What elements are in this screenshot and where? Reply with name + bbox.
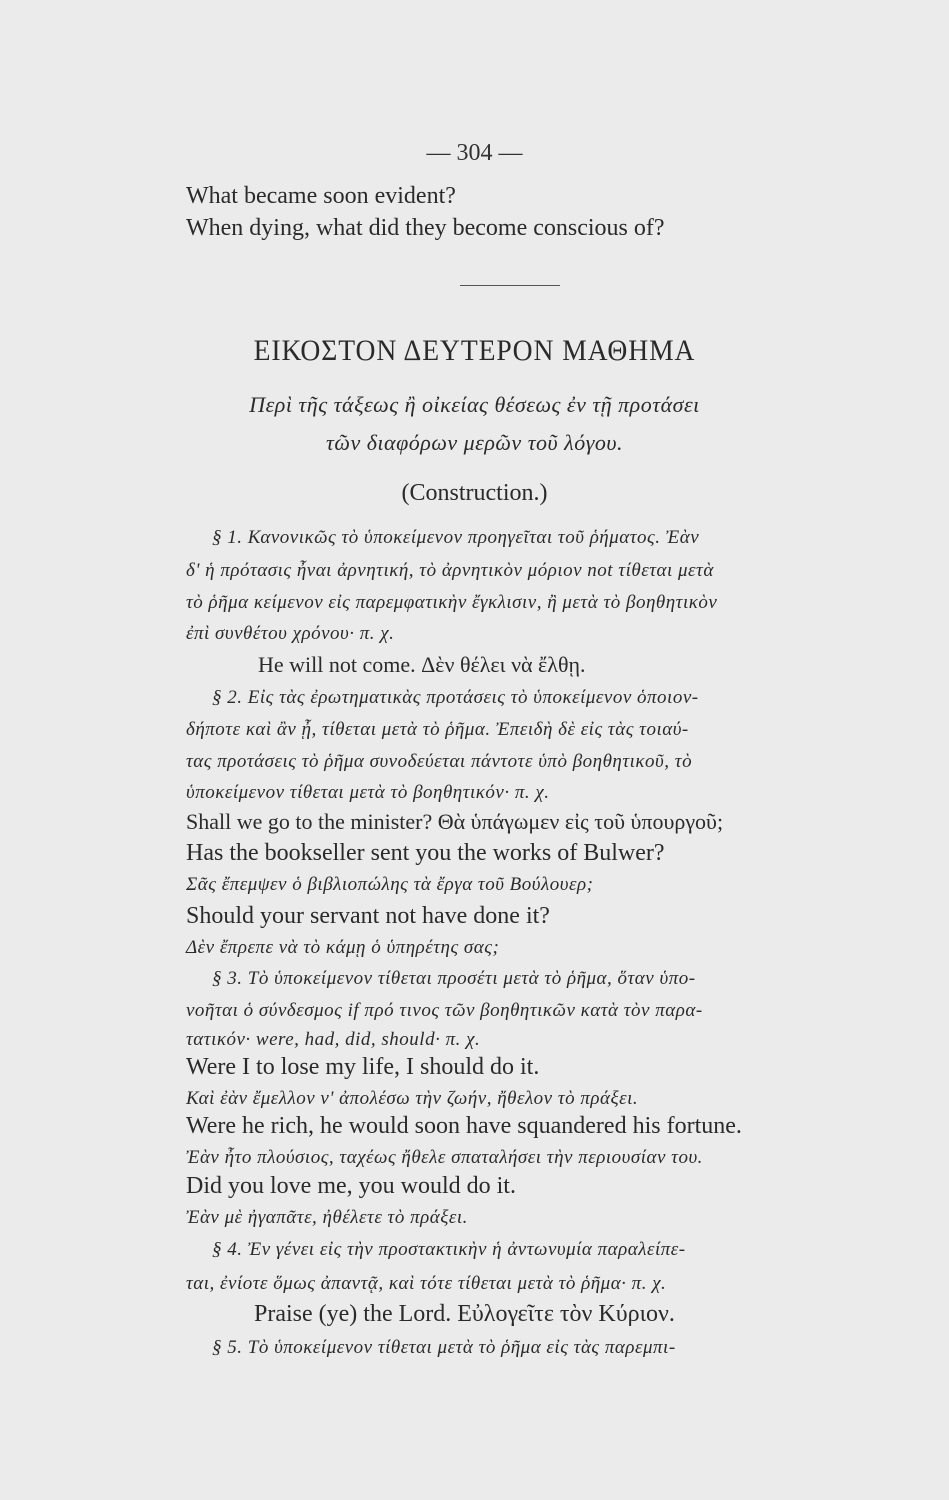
text-line: Were I to lose my life, I should do it. bbox=[186, 1054, 540, 1080]
text-line: Shall we go to the minister? Θὰ ὑπάγωμεν εἰς τοῦ ὑπουργοῦ; bbox=[186, 809, 724, 834]
text-line: Praise (ye) the Lord. Εὐλογεῖτε τὸν Κύριον. bbox=[254, 1301, 675, 1327]
text-line: δήποτε καὶ ἂν ᾖ, τίθεται μετὰ τὸ ῥῆμα. Ἐπειδὴ δὲ εἰς τὰς τοιαύ- bbox=[186, 719, 689, 740]
text-line: § 3. Τὸ ὑποκείμενον τίθεται προσέτι μετὰ τὸ ῥῆμα, ὅταν ὑπο- bbox=[212, 968, 696, 989]
section-divider bbox=[460, 285, 560, 286]
text-line: τὸ ῥῆμα κείμενον εἰς παρεμφατικὴν ἔγκλισιν, ἢ μετὰ τὸ βοηθητικὸν bbox=[186, 592, 718, 613]
text-line: τατικόν· were, had, did, should· π. χ. bbox=[186, 1029, 481, 1050]
text-line: Σᾶς ἔπεμψεν ὁ βιβλιοπώλης τὰ ἔργα τοῦ Βούλουερ; bbox=[186, 874, 594, 895]
text-line: He will not come. Δὲν θέλει νὰ ἔλθῃ. bbox=[258, 652, 586, 677]
text-line: ται, ἐνίοτε ὅμως ἀπαντᾷ, καὶ τότε τίθεται μετὰ τὸ ῥῆμα· π. χ. bbox=[186, 1273, 667, 1294]
text-line: § 5. Τὸ ὑποκείμενον τίθεται μετὰ τὸ ῥῆμα εἰς τὰς παρεμπι- bbox=[212, 1337, 676, 1358]
text-line: Δὲν ἔπρεπε νὰ τὸ κάμῃ ὁ ὑπηρέτης σας; bbox=[186, 937, 500, 958]
text-line: Did you love me, you would do it. bbox=[186, 1173, 516, 1199]
lesson-title: ΕΙΚΟΣΤΟΝ ΔΕΥΤΕΡΟΝ ΜΑΘΗΜΑ bbox=[253, 334, 696, 367]
page-number: — 304 — bbox=[426, 140, 523, 166]
lesson-subtitle: Περὶ τῆς τάξεως ἢ οἰκείας θέσεως ἐν τῇ προτάσει bbox=[249, 392, 700, 417]
text-line: ἐπὶ συνθέτου χρόνου· π. χ. bbox=[186, 623, 395, 644]
lesson-subtitle-construction: (Construction.) bbox=[401, 480, 548, 506]
text-line: ὑποκείμενον τίθεται μετὰ τὸ βοηθητικόν· π. χ. bbox=[186, 782, 550, 803]
text-line: Should your servant not have done it? bbox=[186, 903, 550, 929]
text-line: Has the bookseller sent you the works of Bulwer? bbox=[186, 840, 665, 866]
text-line: § 1. Κανονικῶς τὸ ὑποκείμενον προηγεῖται τοῦ ῥήματος. Ἐὰν bbox=[212, 527, 700, 548]
text-line: Ἐὰν ἦτο πλούσιος, ταχέως ἤθελε σπαταλήσει τὴν περιουσίαν του. bbox=[186, 1147, 703, 1168]
text-line: § 4. Ἐν γένει εἰς τὴν προστακτικὴν ἡ ἀντωνυμία παραλείπε- bbox=[212, 1239, 686, 1260]
text-line: τας προτάσεις τὸ ῥῆμα συνοδεύεται πάντοτε ὑπὸ βοηθητικοῦ, τὸ bbox=[186, 751, 693, 772]
text-line: Ἐὰν μὲ ἠγαπᾶτε, ἠθέλετε τὸ πράξει. bbox=[186, 1207, 468, 1228]
text-line: δ' ἡ πρότασις ἦναι ἀρνητική, τὸ ἀρνητικὸν μόριον not τίθεται μετὰ bbox=[186, 560, 714, 581]
question-line: When dying, what did they become conscious of? bbox=[186, 215, 665, 241]
question-line: What became soon evident? bbox=[186, 183, 456, 209]
text-line: νοῆται ὁ σύνδεσμος if πρό τινος τῶν βοηθητικῶν κατὰ τὸν παρα- bbox=[186, 1000, 703, 1021]
text-line: Καὶ ἐὰν ἔμελλον ν' ἀπολέσω τὴν ζωήν, ἤθελον τὸ πράξει. bbox=[186, 1088, 639, 1109]
text-line: § 2. Εἰς τὰς ἐρωτηματικὰς προτάσεις τὸ ὑποκείμενον ὁποιον- bbox=[212, 687, 699, 708]
lesson-subtitle: τῶν διαφόρων μερῶν τοῦ λόγου. bbox=[326, 430, 623, 455]
text-line: Were he rich, he would soon have squandered his fortune. bbox=[186, 1113, 742, 1139]
